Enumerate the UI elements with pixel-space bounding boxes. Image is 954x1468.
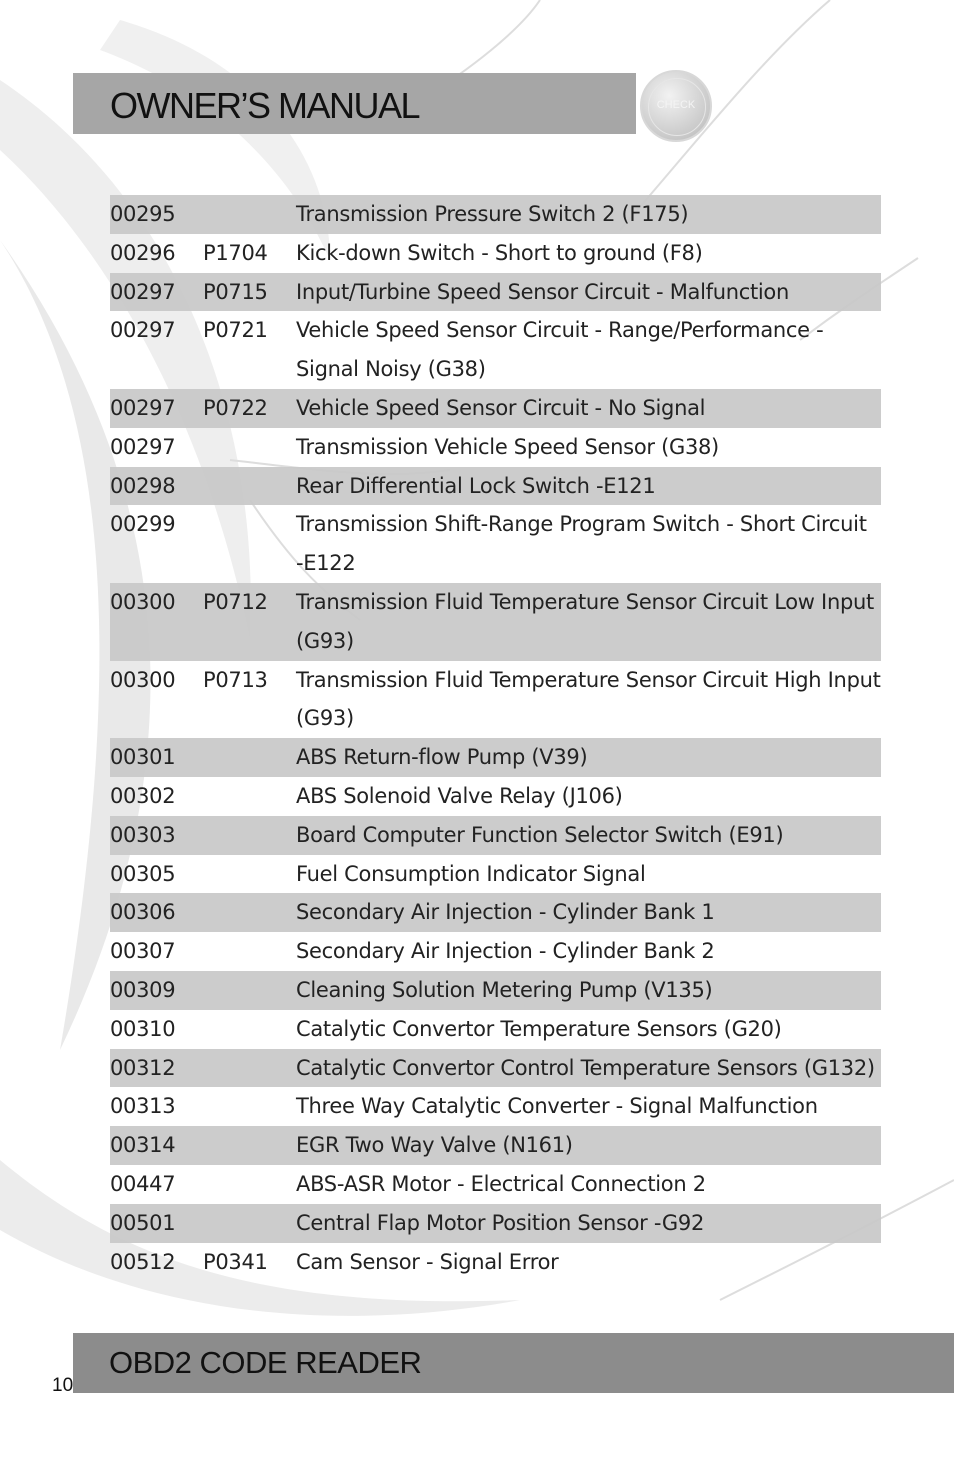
description-line: Fuel Consumption Indicator Signal [296,861,646,886]
fault-code: 00300 [110,589,176,614]
fault-description [296,1126,881,1165]
obd-code [203,1204,296,1243]
fault-description [296,893,881,932]
fault-description [296,1087,881,1126]
description-line: (G93) [296,706,354,731]
fault-description [296,1243,881,1282]
fault-description [296,428,881,467]
fault-code: 00295 [110,202,176,226]
table-row [110,1010,881,1049]
obd-code [203,932,296,971]
check-engine-icon [640,70,712,142]
table-row [110,816,881,855]
fault-code: 00300 [110,667,176,692]
fault-code: 00447 [110,1171,176,1196]
fault-description [296,661,881,739]
table-row [110,1126,881,1165]
fault-code: 00302 [110,783,176,808]
table-row [110,932,881,971]
obd-code [203,505,296,544]
obd-code: P0713 [203,667,268,692]
table-row [110,467,881,506]
fault-code: 00314 [110,1133,176,1158]
header-bar [73,73,636,134]
table-row [110,234,881,273]
table-row [110,583,881,661]
description-line: Secondary Air Injection - Cylinder Bank 2 [296,939,715,964]
description-line: Transmission Shift-Range Program Switch - Short Circuit [296,512,867,537]
obd-code [203,1087,296,1126]
obd-code [203,1165,296,1204]
description-line: Vehicle Speed Sensor Circuit - Range/Performance - [296,318,824,343]
obd-code [203,428,296,467]
fault-code: 00512 [110,1249,176,1274]
table-row [110,777,881,816]
obd-code: P0715 [203,279,268,304]
obd-code [203,1049,296,1088]
fault-code: 00313 [110,1094,176,1119]
description-line: Transmission Vehicle Speed Sensor (G38) [296,434,719,459]
fault-description [296,505,881,583]
fault-code: 00296 [110,240,176,265]
fault-description [296,816,881,855]
fault-code: 00301 [110,745,176,770]
description-line: Central Flap Motor Position Sensor -G92 [296,1210,705,1235]
table-row [110,1204,881,1243]
fault-description [296,971,881,1010]
obd-code: P0721 [203,318,268,343]
description-line: Board Computer Function Selector Switch (E91) [296,822,784,847]
fault-description [296,1010,881,1049]
obd-code: P0341 [203,1249,268,1274]
fault-code: 00307 [110,939,176,964]
fault-description [296,777,881,816]
table-row [110,1049,881,1088]
fault-code: 00306 [110,900,176,925]
fault-description [296,195,881,234]
fault-description [296,1204,881,1243]
table-row [110,273,881,312]
fault-code: 00297 [110,395,176,420]
fault-code: 00298 [110,473,176,498]
description-line: Vehicle Speed Sensor Circuit - No Signal [296,395,706,420]
obd-code [203,467,296,506]
fault-description [296,932,881,971]
obd-code [203,738,296,777]
footer-bar [73,1333,954,1393]
description-line: ABS Solenoid Valve Relay (J106) [296,783,623,808]
description-line: EGR Two Way Valve (N161) [296,1133,573,1158]
table-row [110,738,881,777]
obd-code [203,971,296,1010]
description-line: ABS-ASR Motor - Electrical Connection 2 [296,1171,706,1196]
fault-description [296,311,881,389]
table-row [110,855,881,894]
obd-code [203,777,296,816]
description-line: Kick-down Switch - Short to ground (F8) [296,240,703,265]
obd-code [203,816,296,855]
description-line: (G93) [296,628,354,653]
obd-code [203,1010,296,1049]
fault-code-table [110,195,881,1281]
description-line: Input/Turbine Speed Sensor Circuit - Malfunction [296,279,789,304]
fault-description [296,1165,881,1204]
table-row [110,505,881,583]
table-row [110,661,881,739]
description-line: Transmission Fluid Temperature Sensor Circuit Low Input [296,589,874,614]
description-line: Catalytic Convertor Control Temperature Sensors (G132) [296,1055,875,1080]
description-line: Transmission Fluid Temperature Sensor Circuit High Input [296,667,881,692]
description-line: -E122 [296,551,356,576]
manual-title: OWNER’S MANUAL [110,85,420,126]
fault-description [296,1049,881,1088]
fault-code: 00297 [110,279,176,304]
fault-description [296,389,881,428]
obd-code [203,1126,296,1165]
description-line: Cam Sensor - Signal Error [296,1249,559,1274]
description-line: Rear Differential Lock Switch -E121 [296,473,656,498]
fault-code: 00297 [110,434,176,459]
table-row [110,428,881,467]
fault-description [296,467,881,506]
fault-code: 00501 [110,1210,176,1235]
table-row [110,1243,881,1282]
fault-code: 00299 [110,512,176,537]
description-line: Catalytic Convertor Temperature Sensors (G20) [296,1016,782,1041]
description-line: Signal Noisy (G38) [296,357,486,382]
description-line: ABS Return-flow Pump (V39) [296,745,588,770]
fault-description [296,583,881,661]
description-line: Cleaning Solution Metering Pump (V135) [296,977,713,1002]
obd-code [203,195,296,234]
fault-code: 00305 [110,861,176,886]
table-row [110,1165,881,1204]
obd-code [203,855,296,894]
fault-description [296,855,881,894]
obd-code: P0712 [203,589,268,614]
check-engine-label: CHECK [656,99,696,111]
page-number: 10 [52,1375,74,1396]
fault-description [296,234,881,273]
fault-description [296,738,881,777]
fault-description [296,273,881,312]
fault-code: 00310 [110,1016,176,1041]
fault-code: 00312 [110,1055,176,1080]
obd-code [203,893,296,932]
description-line: Transmission Pressure Switch 2 (F175) [296,202,689,226]
table-row [110,311,881,389]
product-title: OBD2 CODE READER [109,1345,422,1380]
obd-code: P0722 [203,395,268,420]
fault-code: 00309 [110,977,176,1002]
table-row [110,1087,881,1126]
description-line: Secondary Air Injection - Cylinder Bank 1 [296,900,715,925]
table-row [110,389,881,428]
table-row [110,893,881,932]
fault-code: 00303 [110,822,176,847]
table-row [110,971,881,1010]
table-row [110,195,881,234]
description-line: Three Way Catalytic Converter - Signal Malfunction [296,1094,818,1119]
fault-code: 00297 [110,318,176,343]
obd-code: P1704 [203,240,268,265]
